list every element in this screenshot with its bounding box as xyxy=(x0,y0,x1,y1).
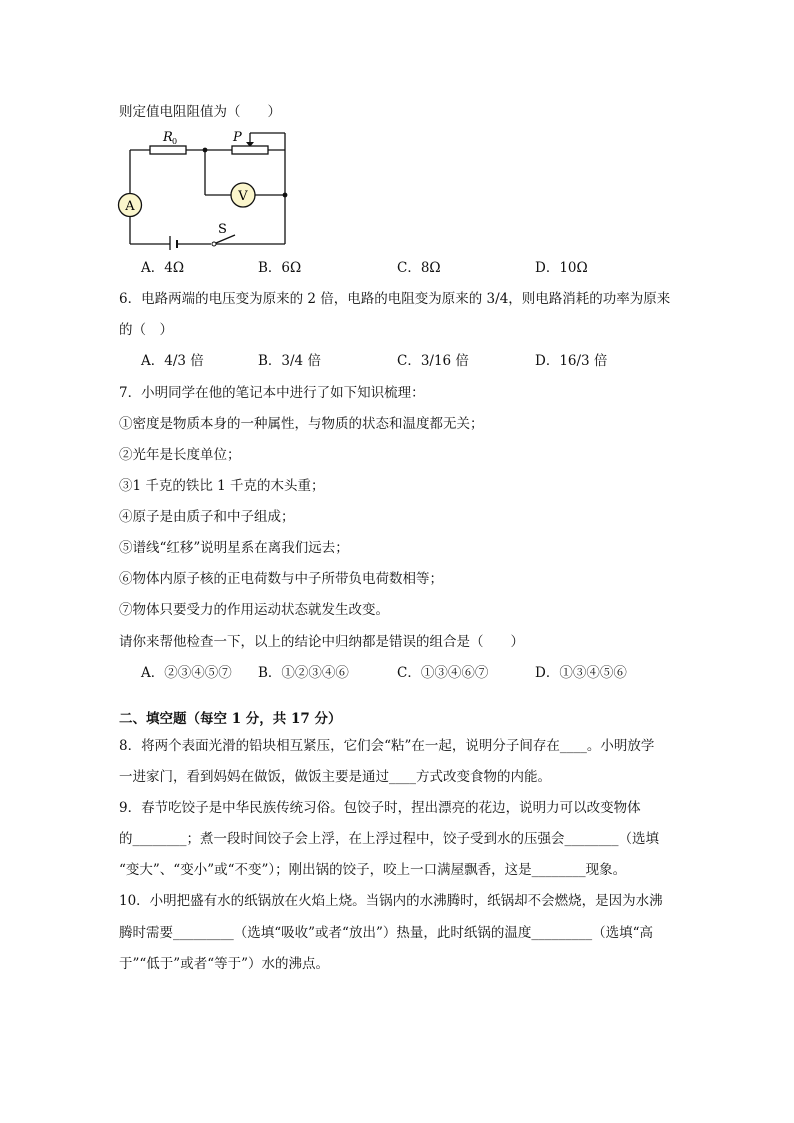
q7-item: ⑥物体内原子核的正电荷数与中子所带负电荷数相等； xyxy=(119,571,443,587)
q7-option-a[interactable]: A．②③④⑤⑦ xyxy=(141,665,232,681)
q10-line3: 于”“低于”或者“等于”）水的沸点。 xyxy=(119,956,330,972)
ammeter-label: A xyxy=(125,199,135,214)
q7-option-c[interactable]: C．①③④⑥⑦ xyxy=(397,665,489,681)
q6-option-a[interactable]: A．4/3 倍 xyxy=(141,353,204,369)
q7-option-b[interactable]: B．①②③④⑥ xyxy=(258,665,349,681)
circuit-diagram xyxy=(115,125,295,250)
r0-label: R xyxy=(163,130,173,145)
q6-option-d[interactable]: D．16/3 倍 xyxy=(535,353,608,369)
q10-line2: 腾时需要_________（选填“吸收”或者“放出”）热量，此时纸锅的温度_________（选填“高 xyxy=(119,925,654,941)
q5-option-c[interactable]: C．8Ω xyxy=(397,260,441,276)
q6-option-b[interactable]: B．3/4 倍 xyxy=(258,353,321,369)
rheostat-p xyxy=(232,146,268,154)
q5-option-d[interactable]: D．10Ω xyxy=(535,260,588,276)
q7-item: ⑤谱线“红移”说明星系在离我们远去； xyxy=(119,540,349,556)
q6-option-c[interactable]: C．3/16 倍 xyxy=(397,353,469,369)
switch-label: S xyxy=(218,222,227,237)
q6-line1: 6．电路两端的电压变为原来的 2 倍，电路的电阻变为原来的 3/4，则电路消耗的功率为原来 xyxy=(119,291,671,307)
junction-dot xyxy=(283,193,288,198)
switch-contact xyxy=(212,242,216,246)
section-title: 二、填空题（每空 1 分，共 17 分） xyxy=(119,711,342,727)
p-label: P xyxy=(233,130,242,145)
q7-item: ①密度是物质本身的一种属性，与物质的状态和温度都无关； xyxy=(119,416,484,432)
q9-line3: “变大”、“变小”或“不变”）；刚出锅的饺子，咬上一口满屋飘香，这是________现象。 xyxy=(119,862,627,878)
q7-option-d[interactable]: D．①③④⑤⑥ xyxy=(535,665,627,681)
q9-line2: 的________；煮一段时间饺子会上浮，在上浮过程中，饺子受到水的压强会________（选填 xyxy=(119,831,659,847)
q7-intro: 7．小明同学在他的笔记本中进行了如下知识梳理： xyxy=(119,385,425,401)
q9-line1: 9．春节吃饺子是中华民族传统习俗。包饺子时，捏出漂亮的花边，说明力可以改变物体 xyxy=(119,800,641,816)
q8-line2: 一进家门，看到妈妈在做饭，做饭主要是通过____方式改变食物的内能。 xyxy=(119,769,551,785)
voltmeter-label: V xyxy=(238,189,248,204)
resistor-r0 xyxy=(150,146,186,154)
r0-subscript: 0 xyxy=(172,137,178,146)
q7-item: ⑦物体只要受力的作用运动状态就发生改变。 xyxy=(119,602,389,618)
q10-line1: 10．小明把盛有水的纸锅放在火焰上烧。当锅内的水沸腾时，纸锅却不会燃烧，是因为水沸 xyxy=(119,893,663,909)
q5-option-b[interactable]: B．6Ω xyxy=(258,260,302,276)
q6-line2: 的（ ） xyxy=(119,322,173,338)
q7-item: ④原子是由质子和中子组成； xyxy=(119,509,295,525)
q7-item: ②光年是长度单位； xyxy=(119,447,241,463)
q8-line1: 8．将两个表面光滑的铅块相互紧压，它们会“粘”在一起，说明分子间存在____。小明放学 xyxy=(119,738,655,754)
junction-dot xyxy=(203,148,208,153)
q7-question: 请你来帮他检查一下，以上的结论中归纳都是错误的组合是（ ） xyxy=(119,634,524,650)
q7-item: ③1 千克的铁比 1 千克的木头重； xyxy=(119,478,325,494)
q5-stem: 则定值电阻阻值为（ ） xyxy=(119,104,281,120)
q5-option-a[interactable]: A．4Ω xyxy=(141,260,185,276)
